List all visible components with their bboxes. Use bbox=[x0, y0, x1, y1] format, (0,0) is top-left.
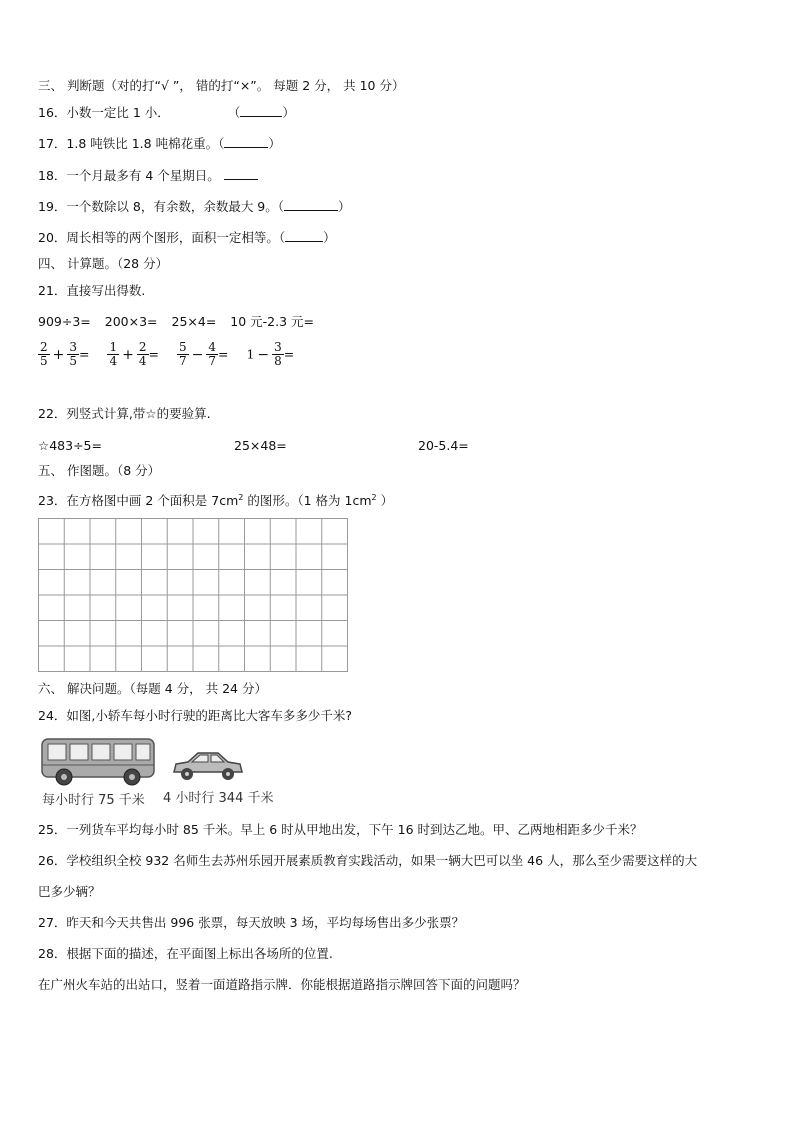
question-19-text: 19．一个数除以 8，有余数，余数最大 9。（ bbox=[38, 199, 285, 214]
fraction: $\frac{2}{4}$ bbox=[138, 340, 147, 369]
calc-item: 200×3= bbox=[104, 313, 158, 329]
question-21: 21．直接写出得数. bbox=[38, 283, 146, 298]
car-distance-label: 4 小时行 344 千米 bbox=[163, 791, 274, 806]
calc-item: ☆483÷5= bbox=[38, 438, 102, 453]
calc-row-fractions bbox=[38, 340, 308, 369]
question-27: 27．昨天和今天共售出 996 张票，每天放映 3 场，平均每场售出多少张票？ bbox=[38, 915, 465, 930]
question-28: 28．根据下面的描述，在平面图上标出各场所的位置. bbox=[38, 946, 333, 961]
fraction: $\frac{5}{7}$ bbox=[178, 340, 187, 369]
bus-speed-label: 每小时行 75 千米 bbox=[42, 793, 145, 808]
section-3-header: 三、 判断题（对的打“√ ”， 错的打“×”。 每题 2 分， 共 10 分） bbox=[38, 78, 405, 93]
question-26-line-1: 26．学校组织全校 932 名师生去苏州乐园开展素质教育实践活动，如果一辆大巴可以坐 46 人，那么至少需要这样的大 bbox=[38, 853, 698, 868]
section-5-header: 五、 作图题。（8 分） bbox=[38, 463, 161, 478]
answer-blank-18[interactable] bbox=[224, 167, 258, 180]
fraction: $\frac{3}{5}$ bbox=[69, 340, 78, 369]
answer-blank-20[interactable] bbox=[285, 229, 323, 242]
fraction-expression: $\frac{2}{5}$ + $\frac{3}{5}$ = bbox=[40, 340, 90, 369]
fraction: $\frac{2}{5}$ bbox=[40, 340, 48, 369]
question-16 bbox=[38, 104, 295, 122]
bus-icon bbox=[40, 735, 158, 787]
fraction: $\frac{3}{8}$ bbox=[274, 340, 282, 369]
fraction-expression: 1 − $\frac{3}{8}$ = bbox=[246, 340, 295, 369]
fraction: $\frac{1}{4}$ bbox=[109, 340, 118, 369]
calc-item: 10 元-2.3 元= bbox=[230, 313, 315, 329]
question-23: 23．在方格图中画 2 个面积是 $7cm^2$ 的图形。（1 格为 $1cm^2$ ） bbox=[38, 493, 394, 509]
question-22: 22．列竖式计算,带☆的要验算. bbox=[38, 406, 211, 421]
question-19: 19．一个数除以 8，有余数，余数最大 9。（ ） bbox=[38, 199, 351, 214]
car-icon bbox=[170, 748, 244, 784]
question-18-text: 18．一个月最多有 4 个星期日。 bbox=[38, 168, 220, 183]
answer-blank-17[interactable] bbox=[224, 135, 268, 148]
answer-blank-19[interactable] bbox=[284, 198, 338, 211]
question-18 bbox=[38, 167, 258, 185]
question-24: 24．如图,小轿车每小时行驶的距离比大客车多多少千米? bbox=[38, 708, 353, 723]
question-26-line-2: 巴多少辆？ bbox=[38, 884, 101, 899]
section-6-header: 六、 解决问题。（每题 4 分， 共 24 分） bbox=[38, 681, 267, 696]
fraction-expression: $\frac{5}{7}$ − $\frac{4}{7}$ = bbox=[178, 340, 229, 369]
answer-blank-16[interactable]: （ ） bbox=[227, 105, 295, 120]
question-20: 20．周长相等的两个图形，面积一定相等。（ ） bbox=[38, 230, 336, 245]
question-28-subtext: 在广州火车站的出站口，竖着一面道路指示牌．你能根据道路指示牌回答下面的问题吗？ bbox=[38, 977, 526, 992]
question-16-text: 16．小数一定比 1 小． bbox=[38, 105, 170, 120]
question-25: 25．一列货车平均每小时 85 千米。早上 6 时从甲地出发，下午 16 时到达乙地。甲、乙两地相距多少千米？ bbox=[38, 822, 643, 837]
question-20-text: 20．周长相等的两个图形，面积一定相等。（ bbox=[38, 230, 286, 245]
calc-item: 25×48= bbox=[234, 438, 287, 453]
question-17-text: 17．1.8 吨铁比 1.8 吨棉花重。（ bbox=[38, 136, 225, 151]
calc-row-1 bbox=[38, 312, 328, 331]
section-4-header: 四、 计算题。（28 分） bbox=[38, 256, 169, 271]
fraction-expression: $\frac{1}{4}$ + $\frac{2}{4}$ = bbox=[109, 340, 159, 369]
question-17: 17．1.8 吨铁比 1.8 吨棉花重。（ ） bbox=[38, 136, 281, 151]
calc-item: 25×4= bbox=[171, 313, 217, 329]
drawing-grid[interactable] bbox=[38, 518, 348, 672]
fraction: $\frac{4}{7}$ bbox=[208, 340, 216, 369]
calc-item: 20-5.4= bbox=[418, 438, 469, 453]
calc-item: 909÷3= bbox=[38, 313, 91, 329]
